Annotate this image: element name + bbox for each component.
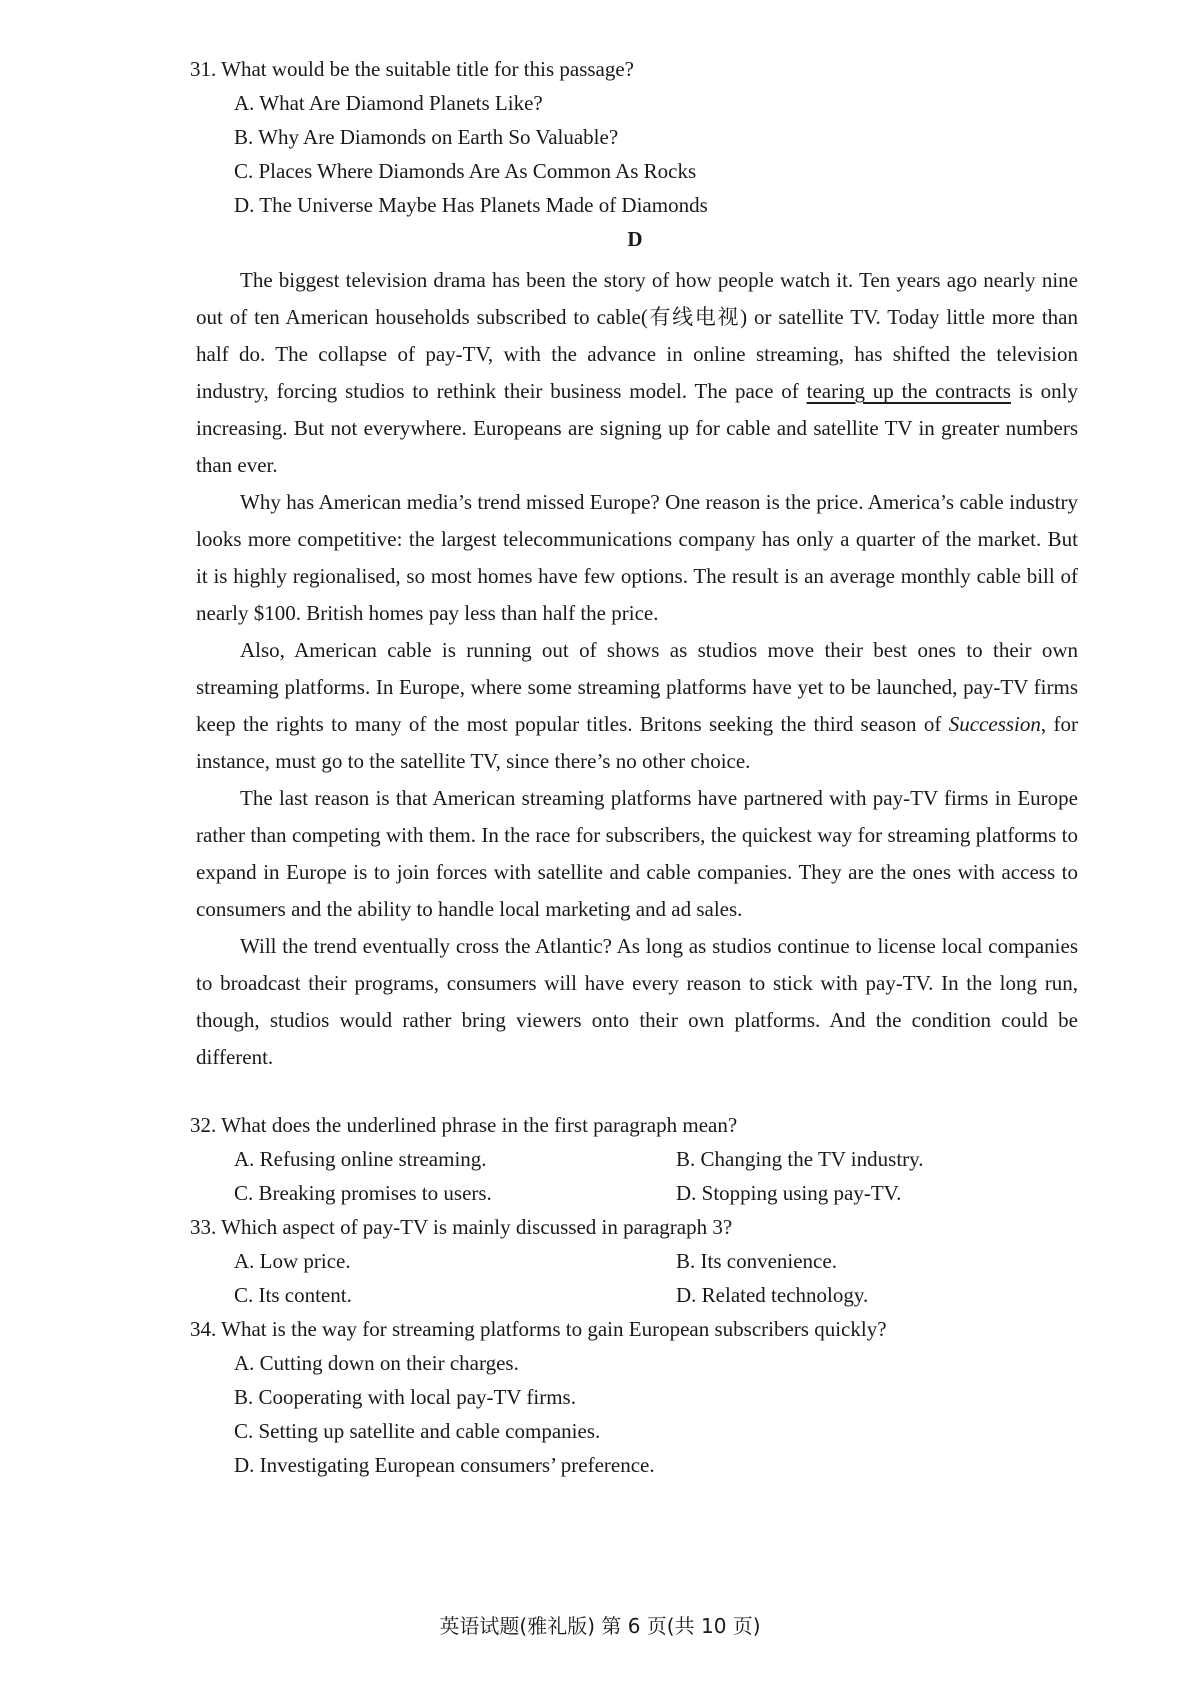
q34-option-b: B. Cooperating with local pay-TV firms. [234,1385,576,1409]
passage-paragraph-4: The last reason is that American streaming platforms have partnered with pay-TV firms in Europe rather than competing with them. In the race for subscribers, the quickest way for streaming platforms to expand in Europe is to join forces with satellite and cable companies. They are the ones with access to consumers and the ability to handle local marketing and ad sales. [196,786,1078,921]
q34-stem: 34. What is the way for streaming platforms to gain European subscribers quickly? [190,1317,887,1341]
q31-option-c: C. Places Where Diamonds Are As Common As Rocks [234,159,697,183]
p1-text-after: is only increasing. But not everywhere. Europeans are signing up for cable and satellite TV in greater numbers than ever. [196,379,1078,477]
passage-paragraph-1 [196,262,1078,484]
q32-option-b: B. Changing the TV industry. [676,1147,924,1171]
q33-stem: 33. Which aspect of pay-TV is mainly discussed in paragraph 3? [190,1215,733,1239]
q32-option-c: C. Breaking promises to users. [234,1181,492,1205]
passage [196,262,1078,1076]
underlined-phrase: tearing up the contracts [806,379,1011,403]
show-title: Succession [948,712,1041,736]
q31-option-d: D. The Universe Maybe Has Planets Made of Diamonds [234,193,708,217]
q32-option-d: D. Stopping using pay-TV. [676,1181,902,1205]
p3-text-before: Also, American cable is running out of shows as studios move their best ones to their own streaming platforms. In Europe, where some streaming platforms have yet to be launched, pay-TV firms keep the rights to many of the most popular titles. Britons seeking the third season of [196,638,1078,736]
q33-option-d: D. Related technology. [676,1283,869,1307]
passage-paragraph-2: Why has American media’s trend missed Europe? One reason is the price. America’s cable industry looks more competitive: the largest telecommunications company has only a quarter of the market. But it is highly regionalised, so most homes have few options. The result is an average monthly cable bill of nearly $100. British homes pay less than half the price. [196,490,1078,625]
q31-stem: 31. What would be the suitable title for this passage? [190,57,635,81]
q31-option-a: A. What Are Diamond Planets Like? [234,91,543,115]
page-footer: 英语试题(雅礼版) 第 6 页(共 10 页) [439,1614,761,1638]
section-label: D [627,227,643,251]
q33-option-c: C. Its content. [234,1283,352,1307]
q34-option-a: A. Cutting down on their charges. [234,1351,519,1375]
q33-option-b: B. Its convenience. [676,1249,837,1273]
q32-stem: 32. What does the underlined phrase in the first paragraph mean? [190,1113,738,1137]
q31-option-b: B. Why Are Diamonds on Earth So Valuable? [234,125,619,149]
passage-paragraph-5: Will the trend eventually cross the Atlantic? As long as studios continue to license local companies to broadcast their programs, consumers will have every reason to stick with pay-TV. In the long run, though, studios would rather bring viewers onto their own platforms. And the condition could be different. [196,934,1078,1069]
passage-paragraph-3 [196,632,1078,780]
q33-option-a: A. Low price. [234,1249,351,1273]
p3-text-after: , for instance, must go to the satellite TV, since there’s no other choice. [196,712,1078,773]
q34-option-d: D. Investigating European consumers’ preference. [234,1453,655,1477]
q32-option-a: A. Refusing online streaming. [234,1147,487,1171]
p1-text-before: The biggest television drama has been the story of how people watch it. Ten years ago nearly nine out of ten American households subscribed to cable(有线电视) or satellite TV. Today little more than half do. The collapse of pay-TV, with the advance in online streaming, has shifted the television industry, forcing studios to rethink their business model. The pace of [196,268,1078,403]
q34-option-c: C. Setting up satellite and cable companies. [234,1419,601,1443]
